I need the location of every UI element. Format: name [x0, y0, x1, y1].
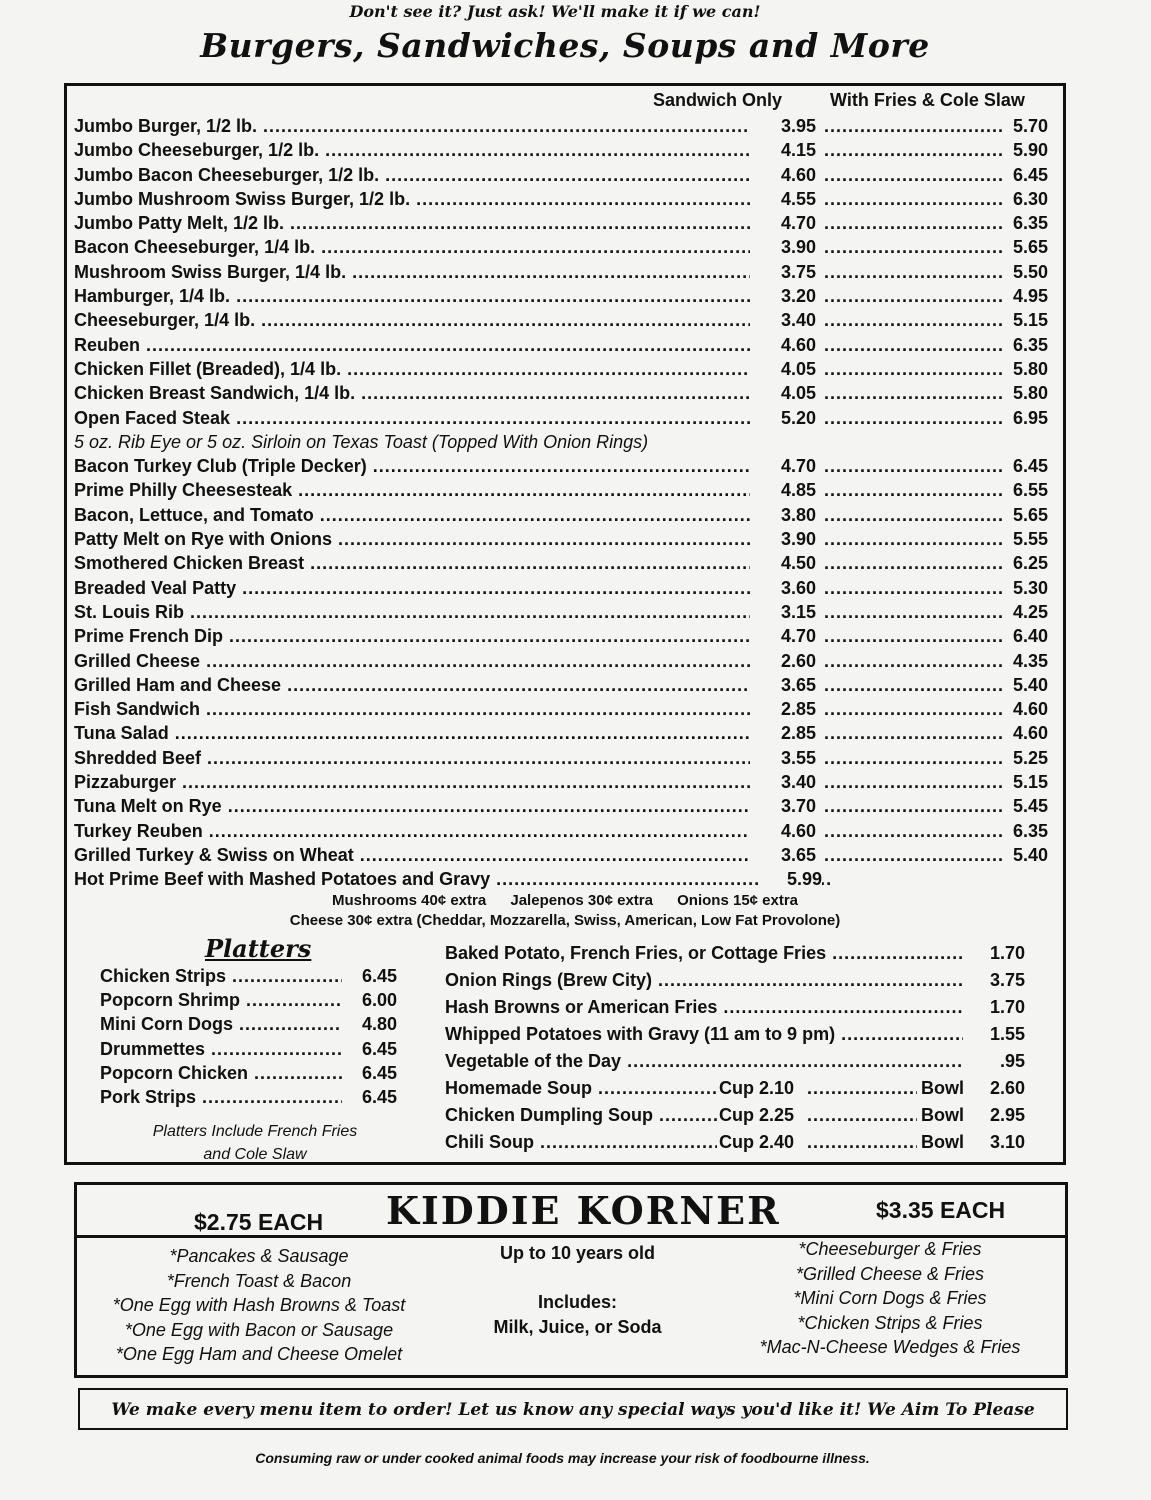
soup-name: Chicken Dumpling Soup .....	[445, 1102, 717, 1129]
menu-item-combo-price: 5.30	[1002, 576, 1048, 600]
menu-item-combo-price: 6.45	[1002, 163, 1048, 187]
side-name: Hash Browns or American Fries .....	[445, 994, 963, 1021]
menu-item-price: 4.70	[750, 454, 816, 478]
menu-item-row	[74, 576, 1054, 600]
kiddie-right-item: *Cheeseburger & Fries	[798, 1239, 982, 1259]
menu-item-row	[74, 284, 1054, 308]
menu-item-name: Reuben .....	[74, 333, 790, 357]
extras-line-1	[64, 892, 1066, 909]
side-price: 3.75	[989, 970, 1025, 990]
page-title: Burgers, Sandwiches, Soups and More	[200, 26, 930, 65]
platters-note-line-2: and Cole Slaw	[203, 1146, 307, 1163]
column-header-with-fries: With Fries & Cole Slaw	[830, 90, 1025, 110]
menu-item-name: Turkey Reuben .....	[74, 819, 790, 843]
menu-item-combo-price: 5.65	[1002, 235, 1048, 259]
platter-row	[100, 988, 410, 1012]
soup-bowl-price: 2.95	[989, 1105, 1025, 1125]
menu-item-row	[74, 697, 1054, 721]
side-name: Vegetable of the Day .....	[445, 1048, 963, 1075]
menu-item-price: 3.40	[750, 770, 816, 794]
menu-item-name: Jumbo Bacon Cheeseburger, 1/2 lb. .....	[74, 163, 790, 187]
menu-item-dot-leader	[824, 746, 1004, 770]
menu-item-price: 4.50	[750, 551, 816, 575]
menu-item-name: Fish Sandwich .....	[74, 697, 790, 721]
platter-row	[100, 1085, 410, 1109]
menu-item-price: 2.85	[750, 697, 816, 721]
menu-item-name: Shredded Beef .....	[74, 746, 790, 770]
menu-item-dot-leader	[824, 406, 1004, 430]
menu-item-dot-leader	[824, 357, 1004, 381]
menu-item-row	[74, 308, 1054, 332]
menu-item-combo-price: 5.45	[1002, 794, 1048, 818]
menu-item-row	[74, 624, 1054, 648]
menu-item-name: St. Louis Rib .....	[74, 600, 790, 624]
menu-item-row	[74, 478, 1054, 502]
tagline: Don't see it? Just ask! We'll make it if we can!	[349, 2, 761, 21]
menu-item-dot-leader	[824, 649, 1004, 673]
menu-item-dot-leader	[824, 770, 1004, 794]
menu-item-dot-leader	[824, 333, 1004, 357]
menu-item-name: Chicken Fillet (Breaded), 1/4 lb. .....	[74, 357, 790, 381]
menu-item-combo-price: 6.35	[1002, 819, 1048, 843]
soup-dot-leader	[807, 1075, 917, 1102]
menu-item-row	[74, 187, 1054, 211]
menu-item-row	[74, 333, 1054, 357]
menu-item-name: 5 oz. Rib Eye or 5 oz. Sirloin on Texas Toast (Topped With Onion Rings)	[74, 431, 649, 452]
menu-item-combo-price: 5.90	[1002, 138, 1048, 162]
menu-item-name: Jumbo Patty Melt, 1/2 lb. .....	[74, 211, 790, 235]
side-name: Baked Potato, French Fries, or Cottage Fries .....	[445, 940, 963, 967]
menu-item-dot-leader	[824, 527, 1004, 551]
menu-item-row	[74, 721, 1054, 745]
soup-row	[445, 1102, 1035, 1129]
menu-item-row	[74, 503, 1054, 527]
menu-item-row	[74, 260, 1054, 284]
soup-name: Chili Soup .....	[445, 1129, 717, 1156]
menu-item-combo-price: 6.35	[1002, 211, 1048, 235]
menu-item-dot-leader	[824, 454, 1004, 478]
soup-cup-price: Cup 2.25	[717, 1102, 794, 1129]
menu-item-price: 3.65	[750, 673, 816, 697]
menu-item-row	[74, 235, 1054, 259]
menu-item-row	[74, 163, 1054, 187]
soup-row	[445, 1129, 1035, 1156]
kiddie-right-item: *Chicken Strips & Fries	[797, 1312, 983, 1333]
menu-item-dot-leader	[824, 478, 1004, 502]
platter-price: 6.00	[362, 990, 398, 1011]
menu-item-name: Hamburger, 1/4 lb. .....	[74, 284, 790, 308]
menu-item-name: Smothered Chicken Breast .....	[74, 551, 790, 575]
kiddie-right-item: *Grilled Cheese & Fries	[795, 1263, 985, 1284]
kiddie-left-price: $2.75 EACH	[194, 1209, 324, 1235]
soup-dot-leader	[807, 1129, 917, 1156]
menu-item-combo-price: 5.65	[1002, 503, 1048, 527]
platters-note-line-1: Platters Include French Fries	[152, 1123, 358, 1140]
extra-onions: Onions 15¢ extra	[677, 892, 799, 909]
side-price: 1.70	[989, 997, 1025, 1017]
soup-bowl-price: 3.10	[989, 1132, 1025, 1152]
menu-item-name: Cheeseburger, 1/4 lb. .....	[74, 308, 790, 332]
menu-item-combo-price: 6.30	[1002, 187, 1048, 211]
menu-item-dot-leader	[824, 187, 1004, 211]
side-row	[445, 967, 1035, 994]
menu-item-combo-price: 5.40	[1002, 843, 1048, 867]
kiddie-title: KIDDIE KORNER	[380, 1188, 787, 1233]
menu-item-name: Prime Philly Cheesesteak .....	[74, 478, 790, 502]
extra-jalepenos: Jalepenos 30¢ extra	[510, 892, 653, 909]
menu-item-dot-leader	[824, 624, 1004, 648]
menu-item-price: 4.60	[750, 333, 816, 357]
menu-item-price: 3.70	[750, 794, 816, 818]
menu-item-combo-price: 5.80	[1002, 357, 1048, 381]
menu-item-combo-price: 4.35	[1002, 649, 1048, 673]
menu-item-combo-price: 5.15	[1002, 770, 1048, 794]
menu-item-price: 4.60	[750, 819, 816, 843]
platter-row	[100, 964, 410, 988]
menu-item-price: 4.85	[750, 478, 816, 502]
kiddie-right-price: $3.35 EACH	[876, 1197, 1006, 1223]
menu-item-combo-price: 5.50	[1002, 260, 1048, 284]
menu-item-name: Bacon Turkey Club (Triple Decker) .....	[74, 454, 790, 478]
kiddie-left-item: *French Toast & Bacon	[166, 1270, 352, 1291]
menu-item-name: Breaded Veal Patty .....	[74, 576, 790, 600]
menu-item-dot-leader	[824, 235, 1004, 259]
menu-item-dot-leader	[824, 503, 1004, 527]
kiddie-right-item: *Mac-N-Cheese Wedges & Fries	[759, 1337, 1021, 1357]
kiddie-left-item: *One Egg with Hash Browns & Toast	[112, 1295, 406, 1315]
menu-item-row	[74, 454, 1054, 478]
menu-item-name: Hot Prime Beef with Mashed Potatoes and Gravy .....	[74, 867, 834, 891]
disclaimer: Consuming raw or under cooked animal foods may increase your risk of foodbourne illness.	[255, 1450, 870, 1466]
platter-name: Chicken Strips .....	[100, 964, 342, 988]
menu-item-row	[74, 211, 1054, 235]
menu-item-row	[74, 138, 1054, 162]
menu-item-row	[74, 794, 1054, 818]
menu-item-name: Patty Melt on Rye with Onions .....	[74, 527, 790, 551]
menu-item-price: 3.90	[750, 235, 816, 259]
menu-item-row	[74, 430, 1054, 454]
side-price: 1.70	[989, 943, 1025, 963]
extra-mushrooms: Mushrooms 40¢ extra	[331, 892, 487, 909]
menu-item-combo-price: 5.70	[1002, 114, 1048, 138]
menu-item-combo-price: 6.55	[1002, 478, 1048, 502]
menu-item-dot-leader	[824, 819, 1004, 843]
menu-item-dot-leader	[824, 721, 1004, 745]
side-row	[445, 994, 1035, 1021]
platter-name: Popcorn Chicken .....	[100, 1061, 342, 1085]
menu-item-combo-price: 5.55	[1002, 527, 1048, 551]
menu-item-dot-leader	[824, 138, 1004, 162]
extras-line-2: Cheese 30¢ extra (Cheddar, Mozzarella, Swiss, American, Low Fat Provolone)	[289, 912, 841, 929]
soup-bowl-price: 2.60	[989, 1078, 1025, 1098]
menu-item-combo-price: 5.80	[1002, 381, 1048, 405]
soup-dot-leader	[807, 1102, 917, 1129]
menu-item-name: Grilled Cheese .....	[74, 649, 790, 673]
menu-item-row	[74, 649, 1054, 673]
menu-item-name: Grilled Ham and Cheese .....	[74, 673, 790, 697]
menu-item-combo-price: 6.40	[1002, 624, 1048, 648]
menu-item-row	[74, 673, 1054, 697]
platter-price: 6.45	[362, 1038, 398, 1059]
sides-list	[445, 940, 1035, 1156]
soup-row	[445, 1075, 1035, 1102]
platter-name: Pork Strips .....	[100, 1085, 342, 1109]
side-row	[445, 1048, 1035, 1075]
kiddie-left-item: *One Egg with Bacon or Sausage	[124, 1319, 394, 1340]
kiddie-includes-label: Includes:	[537, 1292, 617, 1312]
menu-item-row	[74, 406, 1054, 430]
side-row	[445, 940, 1035, 967]
menu-item-price: 3.55	[750, 746, 816, 770]
menu-item-combo-price: 5.25	[1002, 746, 1048, 770]
kiddie-right-item: *Mini Corn Dogs & Fries	[793, 1288, 987, 1308]
menu-item-row	[74, 381, 1054, 405]
menu-item-price: 3.20	[750, 284, 816, 308]
menu-item-price: 4.05	[750, 381, 816, 405]
soup-name: Homemade Soup .....	[445, 1075, 717, 1102]
kiddie-left-item: *Pancakes & Sausage	[169, 1246, 349, 1266]
menu-item-price: 3.65	[750, 843, 816, 867]
column-header-sandwich-only: Sandwich Only	[653, 90, 783, 110]
menu-item-price: 5.99	[760, 867, 822, 891]
kiddie-left-items	[84, 1244, 434, 1367]
side-name: Whipped Potatoes with Gravy (11 am to 9 pm) .....	[445, 1021, 963, 1048]
menu-item-combo-price: 6.35	[1002, 333, 1048, 357]
menu-item-dot-leader	[824, 576, 1004, 600]
menu-item-combo-price: 4.60	[1002, 721, 1048, 745]
menu-item-dot-leader	[824, 673, 1004, 697]
menu-item-combo-price: 4.60	[1002, 697, 1048, 721]
kiddie-includes: Milk, Juice, or Soda	[493, 1317, 662, 1337]
menu-item-name: Bacon, Lettuce, and Tomato .....	[74, 503, 790, 527]
menu-item-row	[74, 843, 1054, 867]
menu-item-dot-leader	[824, 697, 1004, 721]
menu-item-dot-leader	[824, 600, 1004, 624]
platters-list	[100, 964, 410, 1109]
platter-row	[100, 1012, 410, 1036]
menu-item-price: 2.60	[750, 649, 816, 673]
menu-item-price: 4.70	[750, 211, 816, 235]
menu-item-price: 3.90	[750, 527, 816, 551]
menu-item-price: 4.15	[750, 138, 816, 162]
platters-note	[120, 1120, 390, 1166]
platter-row	[100, 1061, 410, 1085]
soup-cup-price: Cup 2.40	[717, 1129, 794, 1156]
menu-item-row	[74, 746, 1054, 770]
menu-item-price: 3.40	[750, 308, 816, 332]
menu-item-dot-leader	[824, 794, 1004, 818]
menu-item-combo-price: 6.25	[1002, 551, 1048, 575]
soup-cup-price: Cup 2.10	[717, 1075, 794, 1102]
menu-item-price: 2.85	[750, 721, 816, 745]
menu-item-name: Mushroom Swiss Burger, 1/4 lb. .....	[74, 260, 790, 284]
menu-item-name: Jumbo Cheeseburger, 1/2 lb. .....	[74, 138, 790, 162]
menu-item-dot-leader	[824, 551, 1004, 575]
side-price: 1.55	[989, 1024, 1025, 1044]
menu-item-name: Open Faced Steak .....	[74, 406, 790, 430]
menu-item-combo-price: 6.45	[1002, 454, 1048, 478]
platter-name: Mini Corn Dogs .....	[100, 1012, 342, 1036]
menu-item-price: 3.80	[750, 503, 816, 527]
menu-item-price: 5.20	[750, 406, 816, 430]
menu-item-combo-price: 6.95	[1002, 406, 1048, 430]
platters-title: Platters	[205, 934, 312, 963]
menu-item-row	[74, 527, 1054, 551]
side-row	[445, 1021, 1035, 1048]
menu-item-name: Jumbo Burger, 1/2 lb. .....	[74, 114, 790, 138]
kiddie-left-item: *One Egg Ham and Cheese Omelet	[115, 1344, 403, 1364]
menu-item-row	[74, 551, 1054, 575]
side-name: Onion Rings (Brew City) .....	[445, 967, 963, 994]
side-price: .95	[999, 1051, 1025, 1071]
menu-item-name: Tuna Melt on Rye .....	[74, 794, 790, 818]
menu-item-dot-leader	[824, 211, 1004, 235]
platter-name: Drummettes .....	[100, 1037, 342, 1061]
kiddie-right-items	[730, 1237, 1050, 1360]
menu-item-combo-price: 5.15	[1002, 308, 1048, 332]
soup-bowl-label: Bowl	[917, 1075, 964, 1102]
menu-item-dot-leader	[824, 381, 1004, 405]
soup-bowl-label: Bowl	[917, 1129, 964, 1156]
menu-item-row	[74, 819, 1054, 843]
menu-item-name: Bacon Cheeseburger, 1/4 lb. .....	[74, 235, 790, 259]
menu-item-name: Pizzaburger .....	[74, 770, 790, 794]
sandwich-list	[74, 114, 1054, 892]
menu-item-price: 3.75	[750, 260, 816, 284]
menu-item-combo-price: 4.25	[1002, 600, 1048, 624]
kiddie-middle-info	[470, 1241, 685, 1340]
platter-row	[100, 1037, 410, 1061]
menu-item-name: Jumbo Mushroom Swiss Burger, 1/2 lb. .....	[74, 187, 790, 211]
menu-item-price: 4.70	[750, 624, 816, 648]
menu-item-row	[74, 357, 1054, 381]
platter-price: 6.45	[362, 966, 398, 986]
menu-item-price: 3.60	[750, 576, 816, 600]
footer-message: We make every menu item to order! Let us know any special ways you'd like it! We Aim To Please	[78, 1388, 1068, 1430]
menu-item-price: 3.95	[750, 114, 816, 138]
menu-item-price: 4.05	[750, 357, 816, 381]
menu-item-dot-leader	[824, 308, 1004, 332]
menu-item-row	[74, 770, 1054, 794]
platter-price: 6.45	[362, 1086, 398, 1107]
menu-item-dot-leader	[824, 114, 1004, 138]
menu-item-row	[74, 114, 1054, 138]
menu-item-dot-leader	[824, 163, 1004, 187]
menu-item-combo-price: 4.95	[1002, 284, 1048, 308]
menu-item-dot-leader	[824, 843, 1004, 867]
platter-price: 4.80	[362, 1014, 398, 1035]
menu-item-row	[74, 867, 1054, 891]
menu-item-name: Grilled Turkey & Swiss on Wheat .....	[74, 843, 790, 867]
menu-item-name: Prime French Dip .....	[74, 624, 790, 648]
platter-price: 6.45	[362, 1062, 398, 1083]
menu-item-price: 4.60	[750, 163, 816, 187]
menu-item-name: Chicken Breast Sandwich, 1/4 lb. .....	[74, 381, 790, 405]
menu-item-dot-leader	[824, 284, 1004, 308]
kiddie-age: Up to 10 years old	[499, 1243, 656, 1263]
menu-item-row	[74, 600, 1054, 624]
menu-item-combo-price: 5.40	[1002, 673, 1048, 697]
menu-item-price: 3.15	[750, 600, 816, 624]
menu-item-name: Tuna Salad .....	[74, 721, 790, 745]
soup-bowl-label: Bowl	[917, 1102, 964, 1129]
menu-item-price: 4.55	[750, 187, 816, 211]
platter-name: Popcorn Shrimp .....	[100, 988, 342, 1012]
menu-item-dot-leader	[824, 260, 1004, 284]
